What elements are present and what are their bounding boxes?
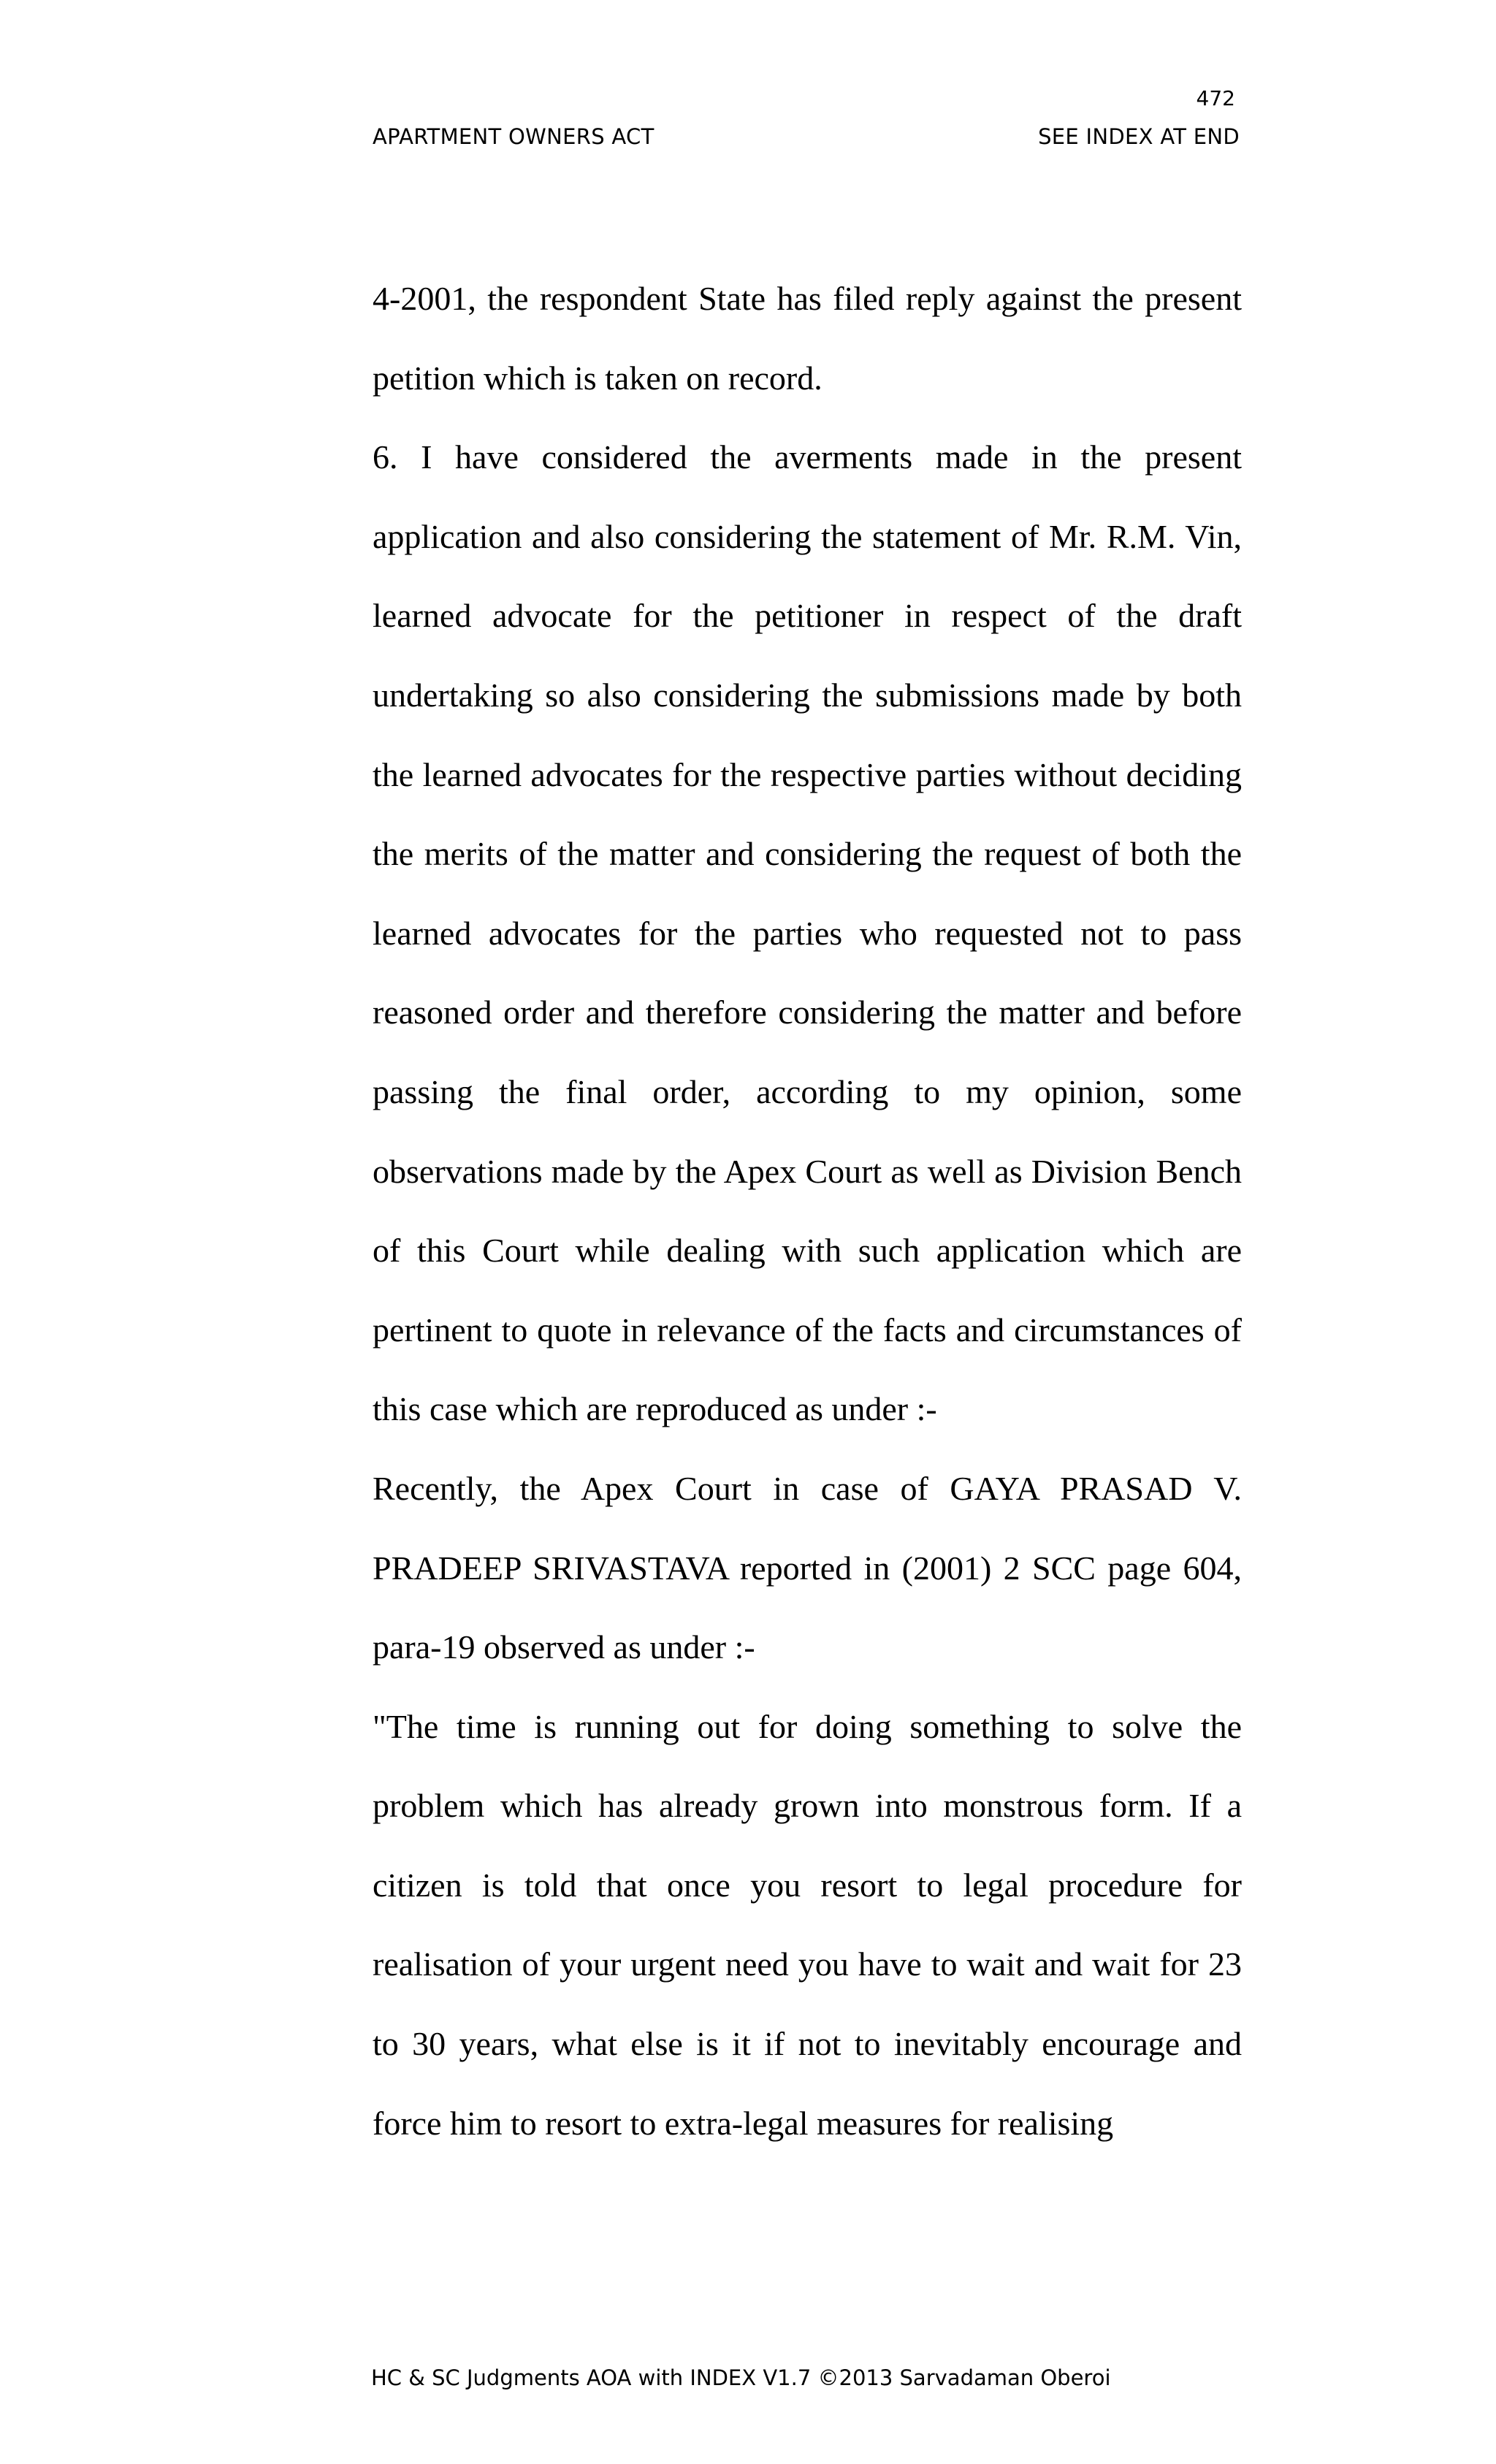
- running-header-index-note: SEE INDEX AT END: [1038, 124, 1240, 149]
- paragraph-quoted-observation: "The time is running out for doing something to solve the problem which has already grown into monstrous form. If a citizen is told that once you resort to legal procedure for realisation of your urgent need you have to wait and wait for 23 to 30 years, what else is it if not to inevitably encourage and force him to resort to extra-legal measures for realising: [373, 1707, 1242, 2142]
- paragraph-apex-court-citation: Recently, the Apex Court in case of GAYA PRASAD V. PRADEEP SRIVASTAVA reported in (2001) 2 SCC page 604, para-19 observed as under :-: [373, 1469, 1242, 1666]
- document-body: [373, 259, 1242, 2163]
- page-number: 472: [1196, 86, 1235, 110]
- paragraph-reply-filed: 4-2001, the respondent State has filed reply against the present petition which is taken on record.: [373, 280, 1242, 397]
- paragraph-6-considerations: 6. I have considered the averments made in the present application and also considering the statement of Mr. R.M. Vin, learned advocate for the petitioner in respect of the draft undertaking so also considering the submissions made by both the learned advocates for the respective parties without deciding the merits of the matter and considering the request of both the learned advocates for the parties who requested not to pass reasoned order and therefore considering the matter and before passing the final order, according to my opinion, some observations made by the Apex Court as well as Division Bench of this Court while dealing with such application which are pertinent to quote in relevance of the facts and circumstances of this case which are reproduced as under :-: [373, 438, 1242, 1428]
- running-header-title: APARTMENT OWNERS ACT: [373, 124, 654, 149]
- page-footer: HC & SC Judgments AOA with INDEX V1.7 ©2013 Sarvadaman Oberoi: [371, 2365, 1111, 2390]
